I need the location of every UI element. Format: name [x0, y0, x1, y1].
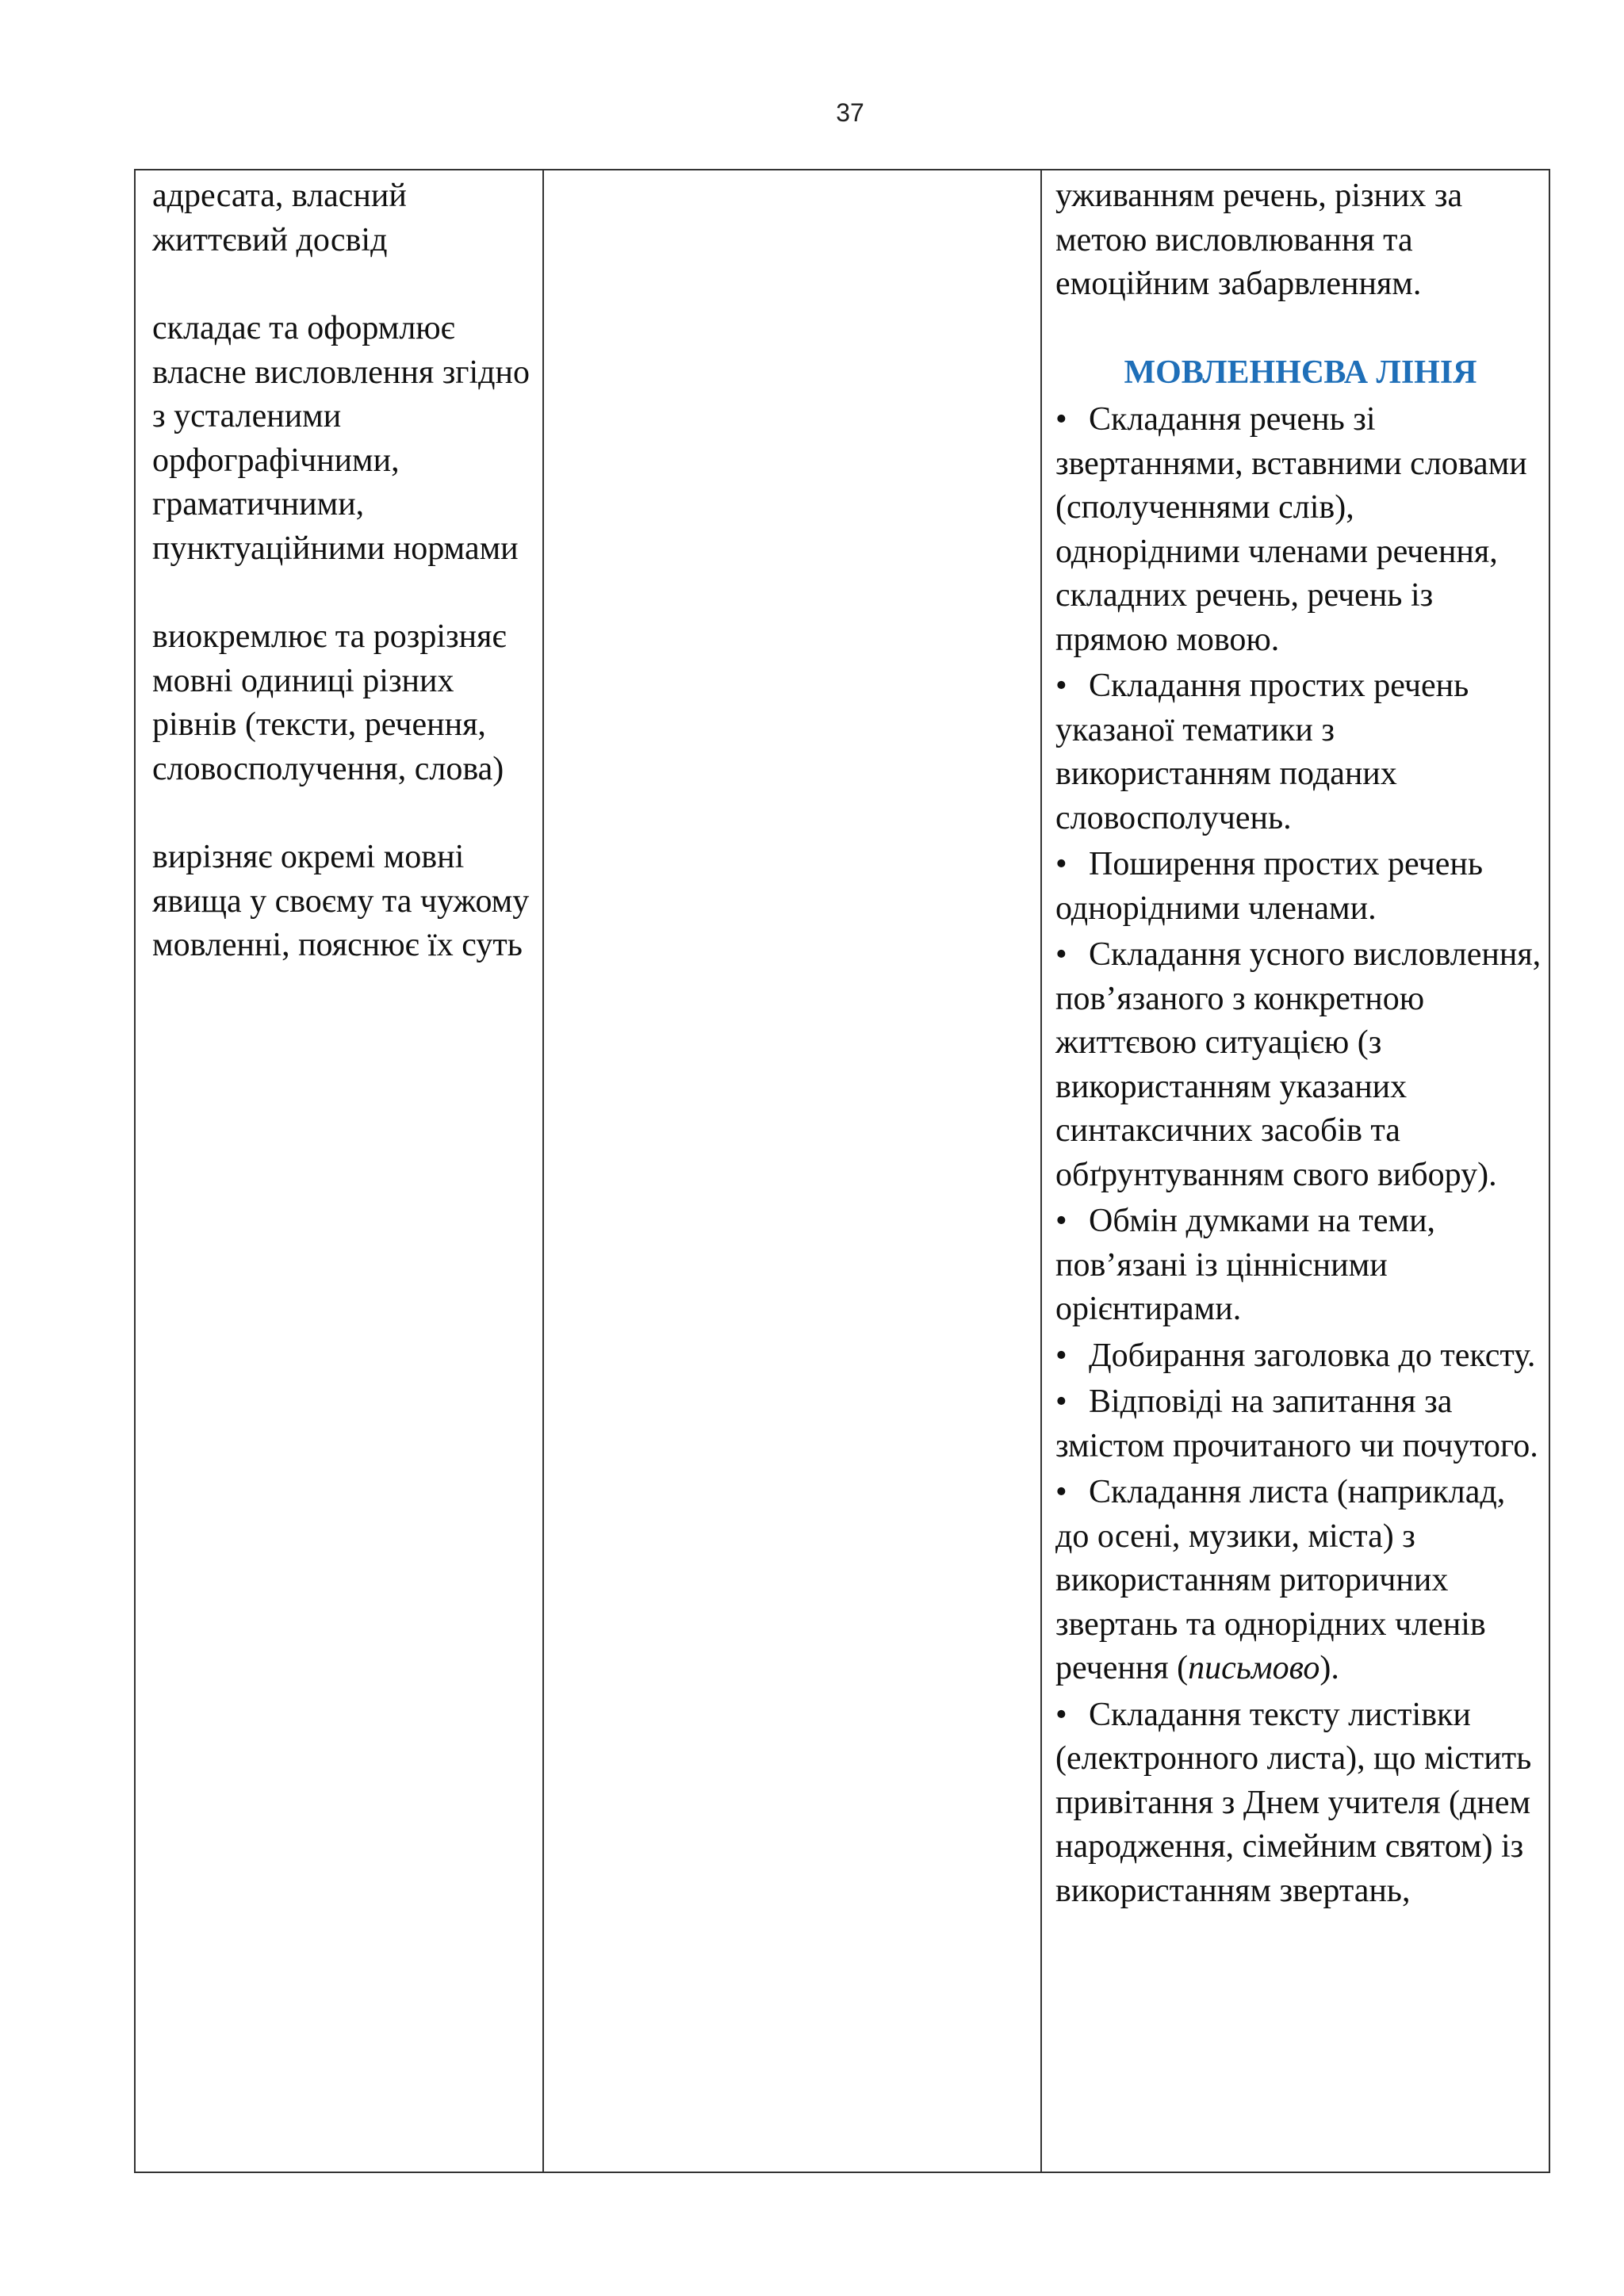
list-item: [1055, 1380, 1545, 1468]
list-item-text: Складання речень зі звертаннями, вставними словами (сполученнями слів), однорідними членами речення, складних речень, речень із прямою мовою.: [1055, 401, 1527, 658]
list-item-text: Обмін думками на теми, пов’язані із ціннісними орієнтирами.: [1055, 1203, 1436, 1327]
content-intro: уживанням речень, різних за метою висловлювання та емоційним забарвленням.: [1055, 178, 1463, 302]
bullet-icon: •: [1055, 846, 1067, 882]
section-heading: МОВЛЕННЄВА ЛІНІЯ: [1124, 354, 1477, 391]
list-item-italic-text: письмово: [1188, 1650, 1320, 1686]
list-item: [1055, 664, 1545, 840]
bullet-icon: •: [1055, 1383, 1067, 1420]
bullet-icon: •: [1055, 1696, 1067, 1733]
curriculum-table: [134, 169, 1550, 2173]
table-column-outcomes: [136, 170, 544, 2172]
list-item-text: Складання тексту листівки (електронного листа), що містить привітання з Днем учителя (днем народження, сімейним святом) із використанням звертань,: [1055, 1696, 1532, 1909]
list-item: [1055, 1334, 1545, 1379]
spacer: [152, 791, 542, 836]
list-item-text-tail: ).: [1320, 1650, 1339, 1686]
table-column-empty: [544, 170, 1042, 2172]
bullet-icon: •: [1055, 1474, 1067, 1510]
outcome-text-2: складає та оформлює власне висловлення згідно з усталеними орфографічними, граматичними, пунктуаційними нормами: [152, 310, 530, 567]
bullet-icon: •: [1055, 1337, 1067, 1374]
spacer: [152, 571, 542, 615]
list-item-text: Складання листа (наприклад, до осені, музики, міста) з використанням риторичних звертань та однорідних членів речення (: [1055, 1474, 1506, 1686]
page-number: 37: [836, 98, 864, 127]
list-item: [1055, 1200, 1545, 1332]
list-item: [1055, 933, 1545, 1197]
outcome-text-3: виокремлює та розрізняє мовні одиниці різних рівнів (тексти, речення, словосполучення, слова): [152, 618, 507, 787]
bullet-icon: •: [1055, 668, 1067, 704]
list-item: [1055, 843, 1545, 931]
list-item-text: Добирання заголовка до тексту.: [1089, 1337, 1536, 1374]
outcome-text-4: вирізняє окремі мовні явища у своєму та чужому мовленні, пояснює їх суть: [152, 839, 530, 963]
table-column-content: [1042, 170, 1549, 2172]
list-item-text: Поширення простих речень однорідними членами.: [1055, 846, 1484, 927]
bullet-icon: •: [1055, 936, 1067, 973]
list-item-text: Складання усного висловлення, пов’язаного з конкретною життєвою ситуацією (з використанням указаних синтаксичних засобів та обґрунтуванням свого вибору).: [1055, 936, 1542, 1193]
list-item: [1055, 1471, 1545, 1691]
list-item: [1055, 1693, 1545, 1914]
list-item-text: Відповіді на запитання за змістом прочитаного чи почутого.: [1055, 1383, 1538, 1464]
outcome-text-1: адресата, власний життєвий досвід: [152, 178, 407, 258]
bullet-icon: •: [1055, 1203, 1067, 1239]
list-item: [1055, 398, 1545, 662]
list-item-text: Складання простих речень указаної тематики з використанням поданих словосполучень.: [1055, 668, 1469, 836]
spacer: [152, 262, 542, 307]
bullet-icon: •: [1055, 401, 1067, 438]
